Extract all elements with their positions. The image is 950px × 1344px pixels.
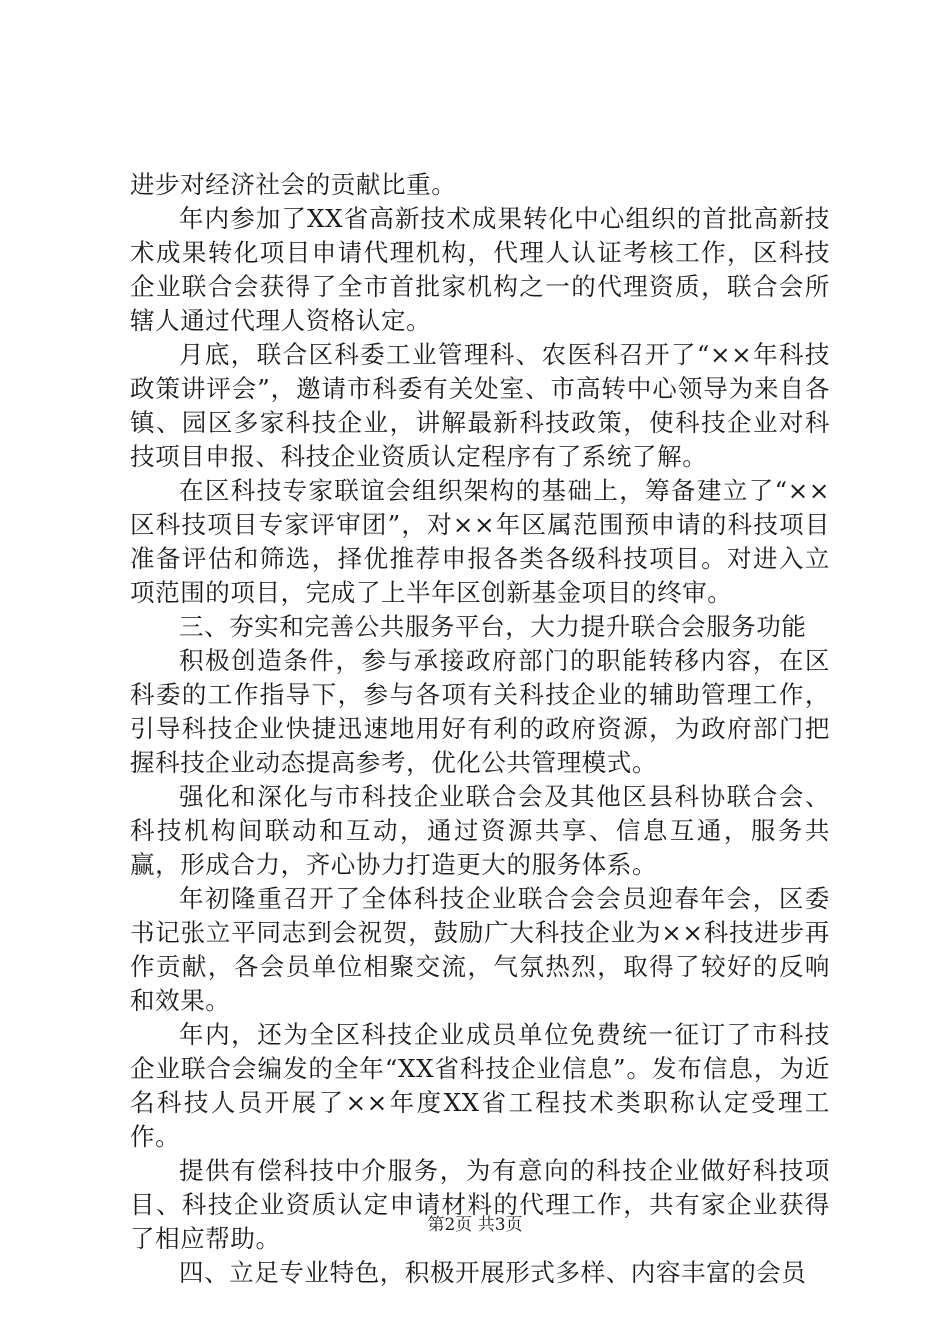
paragraph: 进步对经济社会的贡献比重。: [130, 170, 457, 199]
paragraph: 年初隆重召开了全体科技企业联合会会员迎春年会，区委书记张立平同志到会祝贺，鼓励广大科技企业为××科技进步再作贡献，各会员单位相聚交流，气氛热烈，取得了较好的反响和效果。: [130, 884, 830, 1015]
paragraph: 强化和深化与市科技企业联合会及其他区县科协联合会、科技机构间联动和互动，通过资源共享、信息互通，服务共赢，形成合力，齐心协力打造更大的服务体系。: [130, 782, 830, 879]
paragraph: 月底，联合区科委工业管理科、农医科召开了“××年科技政策讲评会”，邀请市科委有关处室、市高转中心领导为来自各镇、园区多家科技企业，讲解最新科技政策，使科技企业对科技项目申报、科技企业资质认定程序有了系统了解。: [130, 340, 830, 471]
document-body: [130, 168, 830, 1290]
paragraph: 年内，还为全区科技企业成员单位免费统一征订了市科技企业联合会编发的全年“XX省科技企业信息”。发布信息，为近名科技人员开展了××年度XX省工程技术类职称认定受理工作。: [130, 1020, 830, 1151]
paragraph: 提供有偿科技中介服务，为有意向的科技企业做好科技项目、科技企业资质认定申请材料的代理工作，共有家企业获得了相应帮助。: [130, 1156, 830, 1253]
page-number-footer: 第2页 共3页: [427, 1215, 523, 1235]
paragraph: 积极创造条件，参与承接政府部门的职能转移内容，在区科委的工作指导下，参与各项有关科技企业的辅助管理工作，引导科技企业快捷迅速地用好有利的政府资源，为政府部门把握科技企业动态提高参考，优化公共管理模式。: [130, 646, 830, 777]
paragraph: 在区科技专家联谊会组织架构的基础上，筹备建立了“××区科技项目专家评审团”，对××年区属范围预申请的科技项目准备评估和筛选，择优推荐申报各类各级科技项目。对进入立项范围的项目，完成了上半年区创新基金项目的终审。: [130, 476, 830, 607]
section-heading: 四、立足专业特色，积极开展形式多样、内容丰富的会员: [179, 1258, 807, 1287]
paragraph: 年内参加了XX省高新技术成果转化中心组织的首批高新技术成果转化项目申请代理机构，代理人认证考核工作，区科技企业联合会获得了全市首批家机构之一的代理资质，联合会所辖人通过代理人资格认定。: [130, 204, 830, 335]
section-heading: 三、夯实和完善公共服务平台，大力提升联合会服务功能: [179, 612, 807, 641]
